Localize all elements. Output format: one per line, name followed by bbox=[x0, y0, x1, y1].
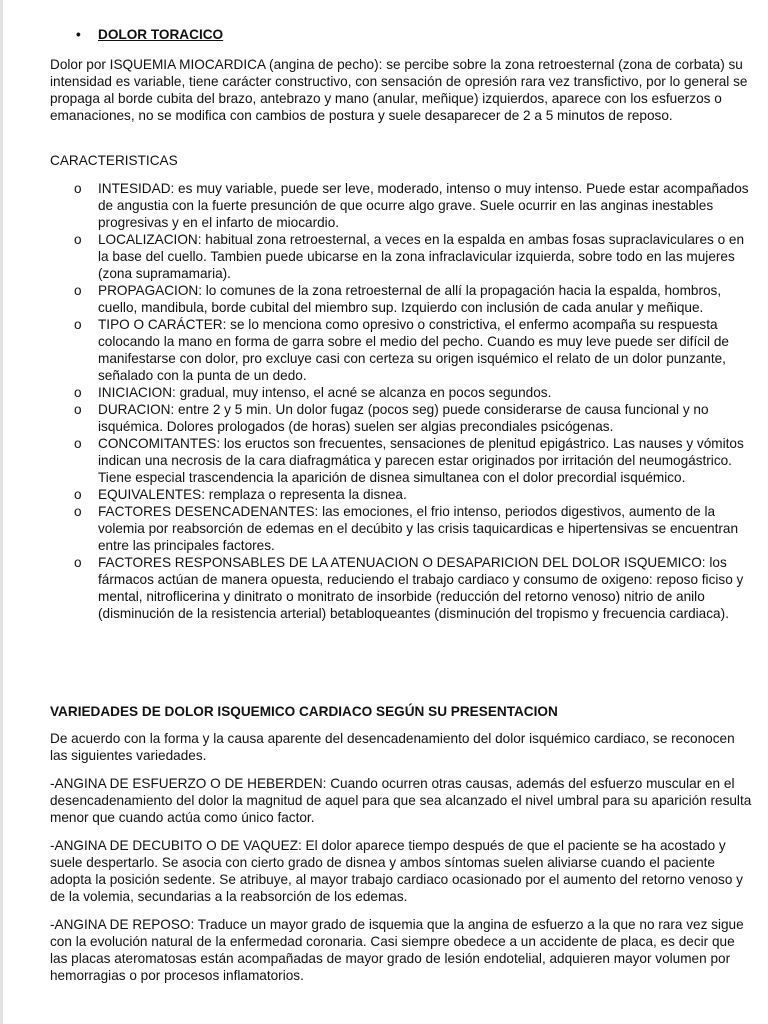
list-item-text: FACTORES DESENCADENANTES: las emociones, el frio intenso, periodos digestivos, aumento de la volemia por reabsorción de edemas en el decúbito y las crisis taquicardicas e hipertensivas se encuentran entre las principales factores. bbox=[98, 504, 739, 553]
list-marker: o bbox=[74, 487, 82, 502]
intro-paragraph: Dolor por ISQUEMIA MIOCARDICA (angina de pecho): se percibe sobre la zona retroesternal (zona de corbata) su intensidad es variable, tiene carácter constructivo, con sensación de opresión rara vez transfictivo, por lo general se propaga al borde cubita del brazo, antebrazo y mano (anular, meñique) izquierdos, aparece con los esfuerzos o emanaciones, no se modifica con cambios de postura y suele desaparecer de 2 a 5 minutos de reposo. bbox=[50, 57, 748, 123]
list-item-text: INTESIDAD: es muy variable, puede ser leve, moderado, intenso o muy intenso. Puede estar acompañados de angustia con la fuerte presunción de que ocurre algo grave. Suele ocurrir en las anginas inestables progresivas y en el infarto de miocardio. bbox=[98, 181, 749, 230]
list-item-text: DURACION: entre 2 y 5 min. Un dolor fugaz (pocos seg) puede considerarse de causa funcional y no isquémica. Dolores prologados (de horas) suelen ser algias precondiales psicógenas. bbox=[98, 402, 709, 434]
bullet-marker: • bbox=[76, 27, 81, 42]
list-item-text: FACTORES RESPONSABLES DE LA ATENUACION O DESAPARICION DEL DOLOR ISQUEMICO: los fármacos actúan de manera opuesta, reduciendo el trabajo cardiaco y consumo de oxigeno: reposo ficiso y mental, nitroflicerina y dinitrato o monitrato de insorbide (reducción del retorno venoso) nitrio de anilo (disminución de la resistencia arterial) betabloqueantes (disminución del tropismo y frecuencia cardiaca). bbox=[98, 555, 744, 621]
list-item bbox=[50, 316, 752, 384]
list-item-text: PROPAGACION: lo comunes de la zona retroesternal de allí la propagación hacia la espalda, hombros, cuello, mandibula, borde cubital del miembro sup. Izquierdo con inclusión de cada anular y meñique. bbox=[98, 283, 722, 315]
list-marker: o bbox=[74, 232, 82, 247]
list-item-text: INICIACION: gradual, muy intenso, el acné se alcanza en pocos segundos. bbox=[98, 385, 552, 400]
list-item-text: CONCOMITANTES: los eructos son frecuentes, sensaciones de plenitud epigástrico. Las nauses y vómitos indican una necrosis de la cara diafragmática y parecen estar originados por irritación del neumogástrico. Tiene especial trascendencia la aparición de disnea simultanea con el dolor precordial isquémico. bbox=[98, 436, 744, 485]
variety-paragraph-reposo: -ANGINA DE REPOSO: Traduce un mayor grado de isquemia que la angina de esfuerzo a la que no rara vez sigue con la evolución natural de la enfermedad coronaria. Casi siempre obedece a un accidente de placa, es decir que las placas ateromatosas están acompañadas de mayor grado de lesión endotelial, adquieren mayor volumen por hemorragias o por procesos inflamatorios. bbox=[50, 917, 744, 983]
section-title: DOLOR TORACICO bbox=[98, 27, 224, 42]
list-item-text: LOCALIZACION: habitual zona retroesternal, a veces en la espalda en ambas fosas supraclaviculares o en la base del cuello. Tambien puede ubicarse en la zona infraclavicular izquierda, sobre todo en las mujeres (zona supramamaria). bbox=[98, 232, 745, 281]
list-marker: o bbox=[74, 385, 82, 400]
characteristics-list bbox=[50, 180, 752, 622]
list-marker: o bbox=[74, 181, 82, 196]
variety-paragraph-decubito: -ANGINA DE DECUBITO O DE VAQUEZ: El dolor aparece tiempo después de que el paciente se ha acostado y suele despertarlo. Se asocia con cierto grado de disnea y ambos síntomas suelen aliviarse cuando el paciente adopta la posición sedente. Se atribuye, al mayor trabajo cardiaco ocasionado por el aumento del retorno venoso y de la volemia, secundarias a la reabsorción de los edemas. bbox=[50, 838, 743, 904]
list-marker: o bbox=[74, 402, 82, 417]
list-marker: o bbox=[74, 317, 82, 332]
list-item-text: TIPO O CARÁCTER: se lo menciona como opresivo o constrictiva, el enfermo acompaña su respuesta colocando la mano en forma de garra sobre el medio del pecho. Cuando es muy leve puede ser difícil de manifestarse con dolor, pro excluye casi con certeza su origen isquémico el relato de un dolor punzante, señalado con la punta de un dedo. bbox=[98, 317, 729, 383]
list-item-text: EQUIVALENTES: remplaza o representa la disnea. bbox=[98, 487, 407, 502]
list-item bbox=[50, 180, 752, 231]
list-marker: o bbox=[74, 504, 82, 519]
list-item bbox=[50, 401, 752, 435]
varieties-intro: De acuerdo con la forma y la causa aparente del desencadenamiento del dolor isquémico cardiaco, se reconocen las siguientes variedades. bbox=[50, 731, 735, 763]
list-item bbox=[50, 384, 752, 401]
page-edge-divider bbox=[0, 0, 3, 1024]
list-item bbox=[50, 503, 752, 554]
list-item bbox=[50, 435, 752, 486]
list-item bbox=[50, 486, 752, 503]
list-item bbox=[50, 282, 752, 316]
characteristics-heading: CARACTERISTICAS bbox=[50, 153, 178, 168]
list-item bbox=[50, 554, 752, 622]
varieties-heading: VARIEDADES DE DOLOR ISQUEMICO CARDIACO SEGÚN SU PRESENTACION bbox=[50, 704, 558, 719]
variety-paragraph-esfuerzo: -ANGINA DE ESFUERZO O DE HEBERDEN: Cuando ocurren otras causas, además del esfuerzo muscular en el desencadenamiento del dolor la magnitud de aquel para que sea alcanzado el nivel umbral para su aparición resulta menor que cuando actúa como único factor. bbox=[50, 776, 752, 825]
list-marker: o bbox=[74, 283, 82, 298]
list-marker: o bbox=[74, 436, 82, 451]
list-item bbox=[50, 231, 752, 282]
list-marker: o bbox=[74, 555, 82, 570]
